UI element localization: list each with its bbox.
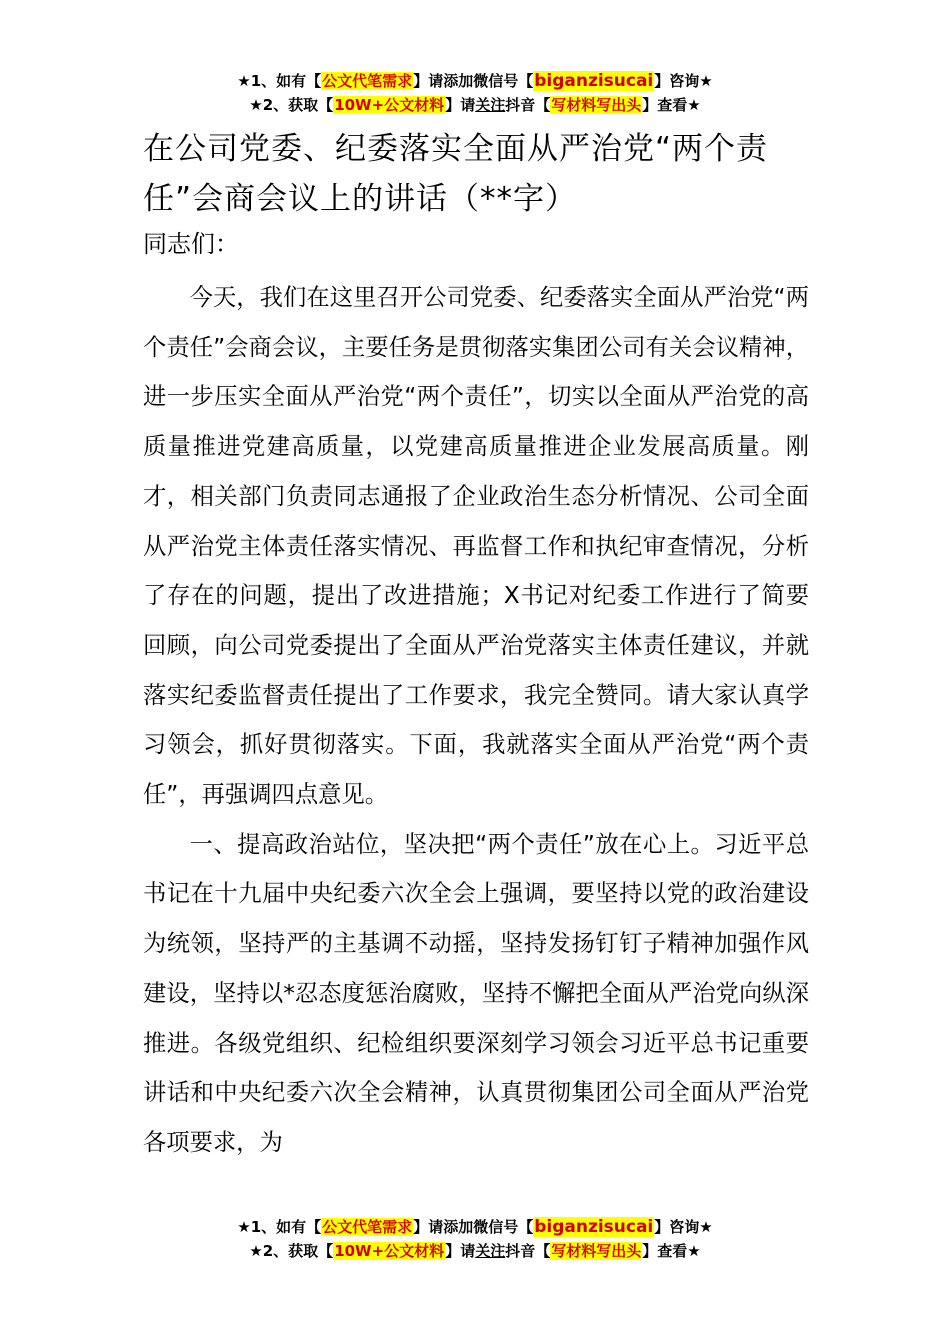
banner-text: 】请 <box>445 96 476 114</box>
banner-highlight-service: 公文代笔需求 <box>322 1218 413 1236</box>
banner-text: 】查看★ <box>642 1242 701 1260</box>
banner-text: 抖音【 <box>505 96 551 114</box>
banner-text: 】咨询★ <box>654 1218 713 1236</box>
banner-text: 】请添加微信号【 <box>413 1218 534 1236</box>
document-title: 在公司党委、纪委落实全面从严治党“两个责任”会商会议上的讲话（**字） <box>143 131 769 217</box>
paragraph-intro: 今天，我们在这里召开公司党委、纪委落实全面从严治党“两个责任”会商会议，主要任务是贯彻落实集团公司有关会议精神，进一步压实全面从严治党“两个责任”，切实以全面从严治党的高质量推进党建高质量，以党建高质量推进企业发展高质量。刚才，相关部门负责同志通报了企业政治生态分析情况、公司全面从严治党主体责任落实情况、再监督工作和执纪审查情况，分析了存在的问题，提出了改进措施；X书记对纪委工作进行了简要回顾，向公司党委提出了全面从严治党落实主体责任建议，并就落实纪委监督责任提出了工作要求，我完全赞同。请大家认真学习领会，抓好贯彻落实。下面，我就落实全面从严治党“两个责任”，再强调四点意见。 <box>143 284 809 809</box>
banner-text: 抖音【 <box>505 1242 551 1260</box>
document-body <box>143 273 809 1168</box>
banner-highlight-service: 公文代笔需求 <box>322 72 413 90</box>
banner-line-1 <box>0 1215 950 1239</box>
banner-text: ★1、如有【 <box>237 72 322 90</box>
banner-highlight-wechat-id: biganzisucai <box>534 71 654 91</box>
banner-text: 】请添加微信号【 <box>413 72 534 90</box>
paragraph-point-one: 一、提高政治站位，坚决把“两个责任”放在心上。习近平总书记在十九届中央纪委六次全会上强调，要坚持以党的政治建设为统领，坚持严的主基调不动摇，坚持发扬钉钉子精神加强作风建设，坚持以*忍态度惩治腐败，坚持不懈把全面从严治党向纵深推进。各级党组织、纪检组织要深刻学习领会习近平总书记重要讲话和中央纪委六次全会精神，认真贯彻集团公司全面从严治党各项要求，为 <box>143 830 809 1156</box>
banner-highlight-materials: 10W+公文材料 <box>334 96 445 114</box>
banner-highlight-wechat-id: biganzisucai <box>534 1217 654 1237</box>
banner-line-2 <box>0 1239 950 1263</box>
banner-line-2 <box>0 93 950 117</box>
banner-highlight-account: 写材料写出头 <box>551 1242 642 1260</box>
header-banner <box>0 69 950 117</box>
banner-underlined-text: 关注 <box>475 96 506 114</box>
banner-text: ★1、如有【 <box>237 1218 322 1236</box>
banner-highlight-materials: 10W+公文材料 <box>334 1242 445 1260</box>
banner-text: ★2、获取【 <box>249 1242 334 1260</box>
banner-highlight-account: 写材料写出头 <box>551 96 642 114</box>
banner-underlined-text: 关注 <box>475 1242 506 1260</box>
salutation: 同志们： <box>143 230 239 258</box>
footer-banner <box>0 1215 950 1263</box>
banner-text: 】请 <box>445 1242 476 1260</box>
banner-text: ★2、获取【 <box>249 96 334 114</box>
banner-text: 】查看★ <box>642 96 701 114</box>
banner-line-1 <box>0 69 950 93</box>
banner-text: 】咨询★ <box>654 72 713 90</box>
